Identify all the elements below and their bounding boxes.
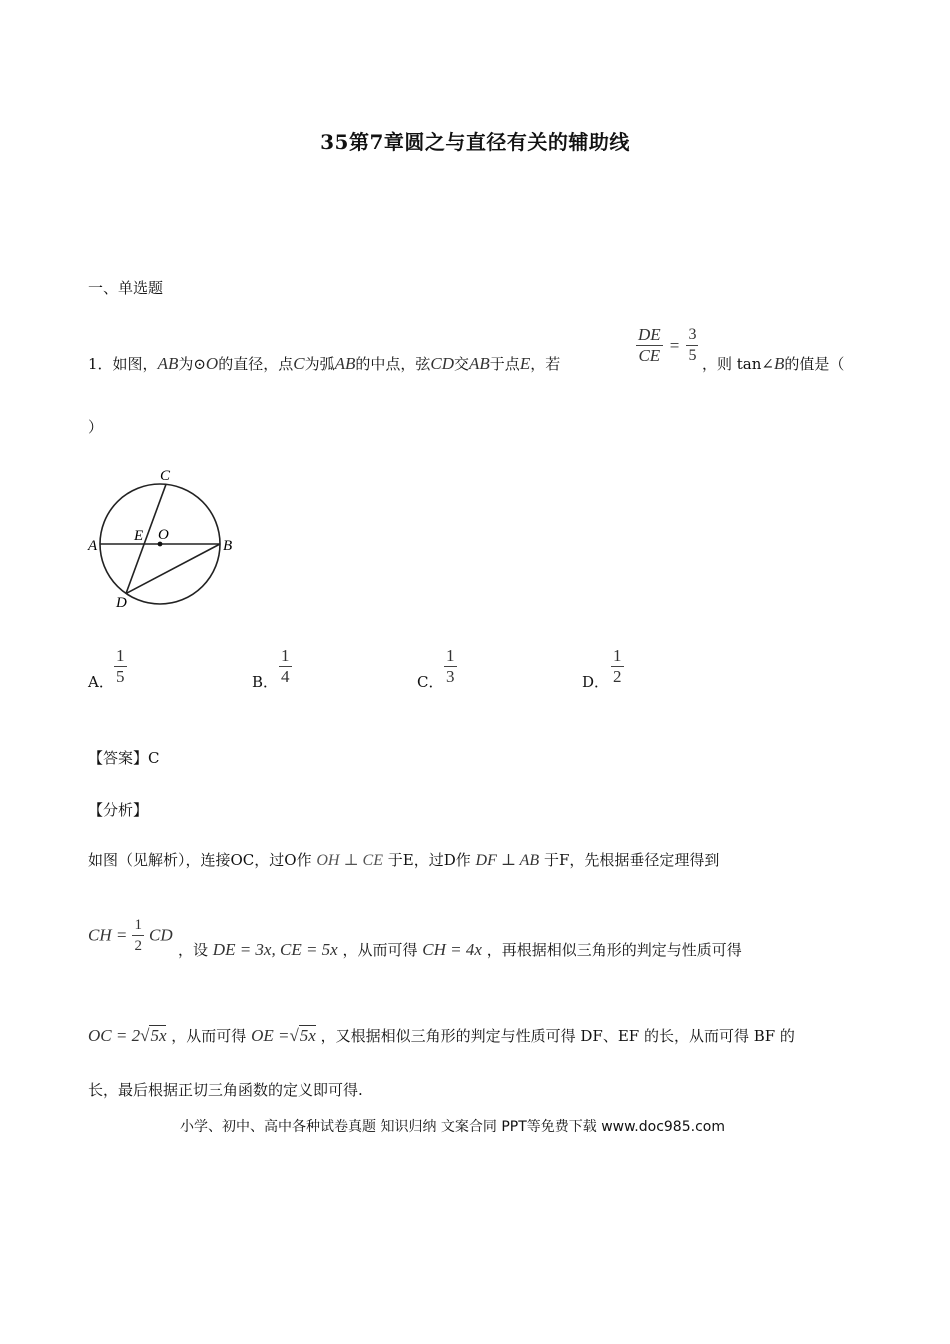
question-fragment: 的直径，点 bbox=[218, 355, 294, 373]
fraction-de-ce bbox=[636, 326, 663, 365]
math-oh-perp-ce: OH ⊥ CE bbox=[316, 852, 383, 869]
option-d-fraction[interactable] bbox=[611, 647, 624, 686]
fraction-numerator: 1 bbox=[116, 646, 125, 665]
analysis-fragment: ，设 bbox=[178, 941, 209, 959]
analysis-fragment: 于E，过D作 bbox=[387, 851, 471, 869]
fraction-denominator: 4 bbox=[281, 667, 290, 686]
question-fragment: 的值是（ bbox=[784, 355, 845, 373]
math-var: CD bbox=[430, 354, 454, 373]
fraction-3-5 bbox=[686, 326, 698, 365]
fraction-denominator: 5 bbox=[688, 347, 697, 364]
math-fragment: CH = bbox=[88, 925, 128, 945]
math-radicand: 5x bbox=[299, 1026, 316, 1045]
label-b: B bbox=[223, 538, 233, 554]
analysis-label: 【分析】 bbox=[88, 801, 149, 819]
option-b-letter[interactable]: B． bbox=[252, 673, 279, 691]
answer-line bbox=[88, 748, 160, 768]
section-heading: 一、单选题 bbox=[88, 279, 164, 297]
math-var: O bbox=[205, 354, 219, 373]
fraction-numerator: 3 bbox=[686, 326, 698, 346]
analysis-fragment: ，从而可得 bbox=[342, 941, 418, 959]
analysis-fragment: ，再根据相似三角形的判定与性质可得 bbox=[486, 941, 742, 959]
question-fragment: ，若 bbox=[530, 355, 561, 373]
option-c-fraction[interactable] bbox=[444, 647, 457, 686]
segment-db bbox=[126, 544, 220, 594]
question-number: 1． bbox=[88, 355, 113, 373]
fraction-numerator: DE bbox=[638, 325, 661, 344]
question-fragment: 为⊙ bbox=[178, 355, 206, 373]
math-oc: OC = 2 bbox=[88, 1026, 141, 1045]
label-o: O bbox=[158, 527, 169, 543]
answer-value: C bbox=[148, 749, 160, 767]
label-e: E bbox=[134, 528, 144, 544]
analysis-line-4: 长，最后根据正切三角函数的定义即可得. bbox=[88, 1081, 363, 1099]
label-a: A bbox=[88, 538, 98, 554]
fraction-numerator: 1 bbox=[613, 646, 622, 665]
math-var: AB bbox=[334, 354, 356, 373]
equals-sign: = bbox=[669, 335, 680, 355]
math-var: B bbox=[773, 354, 785, 373]
math-de-ce: DE = 3x, CE = 5x bbox=[212, 940, 338, 959]
analysis-line-3: OC = 2√5x ，从而可得 OE =√5x ，又根据相似三角形的判定与性质可得 DF、EF 的长，从而可得 BF 的 bbox=[88, 1026, 795, 1045]
analysis-fragment: 于F，先根据垂径定理得到 bbox=[543, 851, 720, 869]
option-c-letter[interactable]: C． bbox=[417, 673, 444, 691]
option-a-fraction[interactable] bbox=[114, 647, 127, 686]
question-fragment: 交 bbox=[454, 355, 470, 373]
math-var: AB bbox=[469, 354, 490, 373]
math-df-perp-ab: DF ⊥ AB bbox=[475, 852, 540, 869]
fraction-denominator: 5 bbox=[116, 667, 125, 686]
ratio-formula bbox=[636, 326, 698, 365]
analysis-line-2 bbox=[178, 940, 742, 960]
circle-figure bbox=[80, 460, 250, 615]
analysis-fragment: ，从而可得 bbox=[171, 1027, 247, 1045]
page-title: 35第7章圆之与直径有关的辅助线 bbox=[320, 130, 630, 154]
fraction-denominator: CE bbox=[638, 346, 661, 365]
fraction-numerator: 1 bbox=[446, 646, 455, 665]
fraction-denominator: 3 bbox=[446, 667, 455, 686]
question-close-paren: ） bbox=[88, 418, 104, 436]
math-var: AB bbox=[157, 354, 179, 373]
question-fragment: 于点 bbox=[489, 355, 520, 373]
fraction-denominator: 2 bbox=[613, 667, 622, 686]
question-fragment: 为弧 bbox=[304, 355, 335, 373]
question-fragment: 如图， bbox=[112, 355, 158, 373]
analysis-line-1 bbox=[88, 850, 719, 871]
math-ch-half-cd bbox=[88, 916, 173, 955]
label-c: C bbox=[160, 468, 171, 484]
question-text bbox=[88, 354, 560, 374]
footer-promo: 小学、初中、高中各种试卷真题 知识归纳 文案合同 PPT等免费下载 www.doc985.com bbox=[180, 1119, 725, 1135]
option-a-letter[interactable]: A． bbox=[88, 673, 114, 691]
math-ch-4x: CH = 4x bbox=[422, 940, 482, 959]
analysis-fragment: 如图（见解析），连接OC，过O作 bbox=[88, 851, 312, 869]
analysis-fragment: ，又根据相似三角形的判定与性质可得 DF、EF 的长，从而可得 BF 的 bbox=[320, 1027, 795, 1045]
label-d: D bbox=[116, 595, 127, 611]
option-d-letter[interactable]: D． bbox=[582, 673, 610, 691]
fraction-numerator: 1 bbox=[132, 916, 144, 936]
math-var: E bbox=[519, 354, 531, 373]
math-fragment: CD bbox=[149, 925, 173, 945]
math-oe: OE = bbox=[251, 1026, 290, 1045]
question-fragment: ，则 tan∠ bbox=[702, 355, 774, 373]
fraction-denominator: 2 bbox=[134, 938, 142, 954]
math-radicand: 5x bbox=[150, 1026, 167, 1045]
math-var: C bbox=[293, 354, 305, 373]
question-fragment: 的中点，弦 bbox=[355, 355, 431, 373]
option-b-fraction[interactable] bbox=[279, 647, 292, 686]
fraction-numerator: 1 bbox=[281, 646, 290, 665]
question-tail bbox=[702, 354, 844, 374]
answer-label: 【答案】 bbox=[88, 749, 149, 767]
